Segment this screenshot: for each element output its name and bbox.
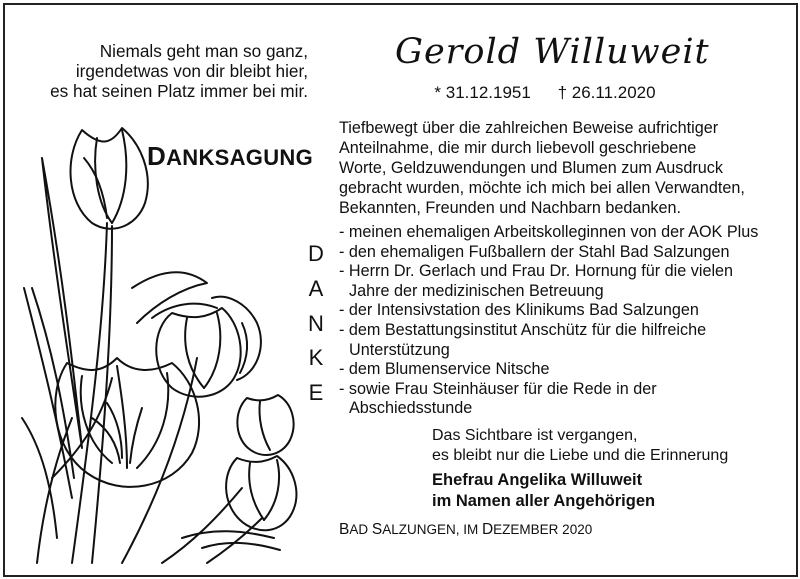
intro-line: Worte, Geldzuwendungen und Blumen zum Ausdruck	[339, 159, 723, 177]
danke-letter: K	[308, 345, 324, 371]
intro-line: Bekannten, Freunden und Nachbarn bedanken.	[339, 199, 681, 217]
heading-rest: ANKSAGUNG	[166, 145, 314, 170]
list-item: - sowie Frau Steinhäuser für die Rede in der	[339, 379, 657, 398]
danke-letter: D	[308, 241, 324, 266]
quote-line: es bleibt nur die Liebe und die Erinnerung	[432, 447, 729, 464]
birth-date: * 31.12.1951	[434, 83, 531, 102]
list-item: - der Intensivstation des Klinikums Bad Salzungen	[339, 301, 699, 320]
list-item: - dem Bestattungsinstitut Anschütz für die hilfreiche	[339, 320, 707, 339]
death-date: † 26.11.2020	[557, 83, 656, 102]
list-item: - den ehemaligen Fußballern der Stahl Bad Salzungen	[339, 242, 730, 261]
thanks-list	[339, 223, 789, 419]
intro-line: gebracht wurden, möchte ich mich bei allen Verwandten,	[339, 179, 745, 197]
list-item-continuation: Abschiedsstunde	[349, 399, 473, 418]
place-initial: B	[339, 521, 350, 538]
list-item: - dem Blumenservice Nitsche	[339, 360, 550, 379]
signature-line: im Namen aller Angehörigen	[432, 492, 656, 510]
place-text: AD	[349, 522, 372, 537]
tulip-bouquet-icon	[12, 118, 302, 568]
signature-line: Ehefrau Angelika Willuweit	[432, 471, 643, 489]
list-item: - Herrn Dr. Gerlach und Frau Dr. Hornung für die vielen	[339, 262, 734, 281]
list-item-continuation: Jahre der medizinischen Betreuung	[349, 281, 604, 300]
intro-line: Anteilnahme, die mir durch liebevoll geschriebene	[339, 139, 697, 157]
danke-letter: A	[308, 275, 324, 301]
danke-letter: E	[308, 380, 324, 406]
intro-paragraph	[339, 118, 789, 218]
heading-danksagung	[147, 141, 313, 172]
life-dates	[395, 83, 695, 103]
place-initial: S	[371, 521, 383, 538]
danke-letter: N	[308, 310, 324, 336]
place-text: ALZUNGEN, IM	[382, 522, 482, 537]
poem-line: es hat seinen Platz immer bei mir.	[50, 81, 308, 101]
place-and-date	[339, 521, 592, 539]
list-item: - meinen ehemaligen Arbeitskolleginnen von der AOK Plus	[339, 223, 759, 241]
closing-quote	[432, 426, 782, 466]
memorial-poem	[40, 41, 308, 101]
danke-vertical	[304, 237, 328, 411]
deceased-name: Gerold Willuweit	[395, 32, 710, 72]
list-item-continuation: Unterstützung	[349, 340, 450, 359]
signature-block	[432, 470, 782, 512]
month-text: EZEMBER 2020	[493, 522, 593, 537]
poem-line: Niemals geht man so ganz,	[99, 41, 308, 61]
month-initial: D	[481, 521, 494, 538]
quote-line: Das Sichtbare ist vergangen,	[432, 427, 638, 444]
poem-line: irgendetwas von dir bleibt hier,	[75, 61, 308, 81]
intro-line: Tiefbewegt über die zahlreichen Beweise aufrichtiger	[339, 119, 719, 137]
heading-initial: D	[147, 141, 167, 171]
